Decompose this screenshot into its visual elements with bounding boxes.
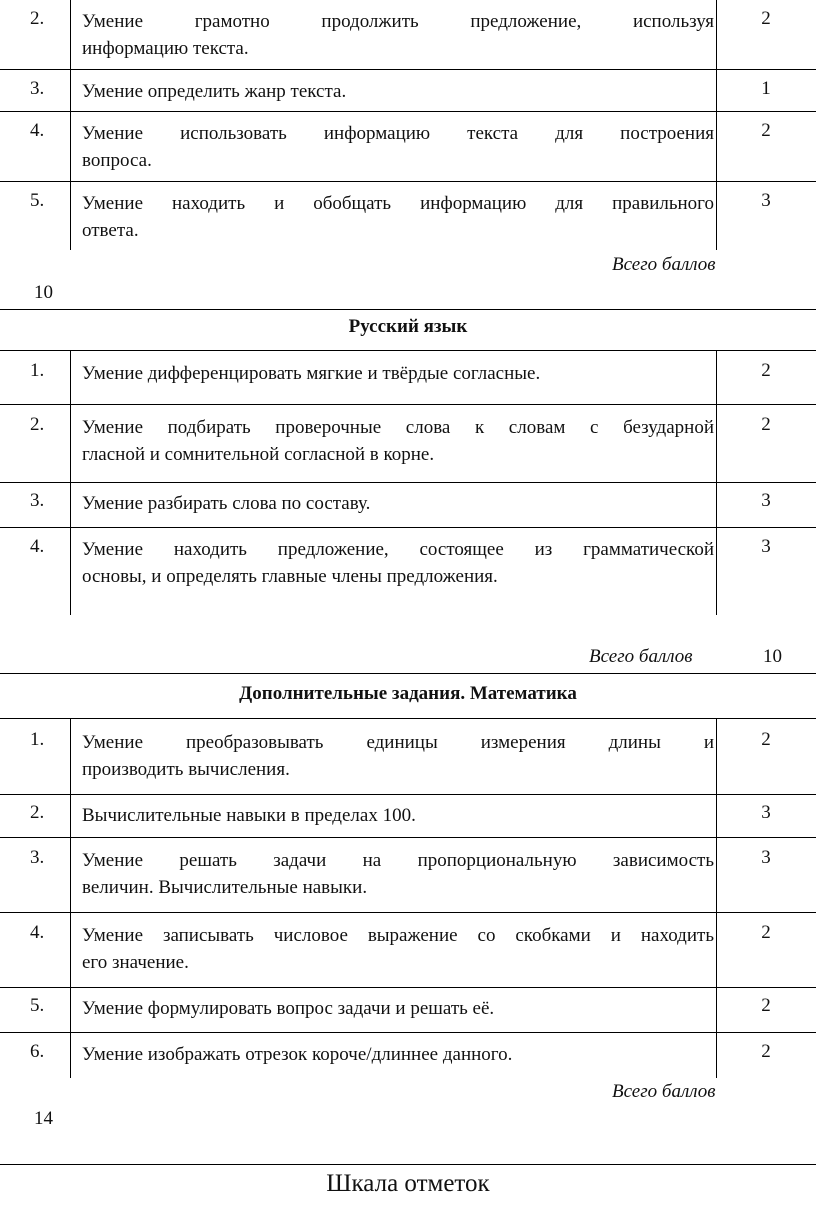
row-number: 2.	[30, 414, 45, 435]
row-text: Умение преобразовывать единицы измерения длины и производить вычисления.	[82, 732, 714, 780]
row-number: 3.	[30, 78, 45, 99]
section-title: Русский язык	[348, 316, 468, 337]
row-points: 2	[761, 729, 771, 750]
row-number: 2.	[30, 8, 45, 29]
section-title: Дополнительные задания. Математика	[239, 683, 577, 704]
row-points: 3	[761, 490, 771, 511]
total-label: Всего баллов	[612, 254, 716, 275]
grading-scale-title: Шкала отметок	[326, 1170, 490, 1197]
row-points: 2	[761, 995, 771, 1016]
row-points: 3	[761, 536, 771, 557]
row-points: 2	[761, 120, 771, 141]
row-points: 3	[761, 847, 771, 868]
total-label: Всего баллов	[612, 1081, 716, 1102]
row-points: 3	[761, 190, 771, 211]
row-number: 4.	[30, 922, 45, 943]
row-text: Умение дифференцировать мягкие и твёрдые согласные.	[82, 363, 541, 384]
row-points: 2	[761, 8, 771, 29]
row-text: Умение использовать информацию текста для построения вопроса.	[82, 123, 714, 171]
row-number: 6.	[30, 1041, 45, 1062]
row-text: Умение находить предложение, состоящее из грамматической основы, и определять главные члены предложения.	[82, 539, 714, 587]
row-text: Умение разбирать слова по составу.	[82, 493, 371, 514]
row-number: 3.	[30, 490, 45, 511]
footer-divider	[0, 1164, 816, 1165]
row-text: Умение подбирать проверочные слова к словам с безударной гласной и сомнительной согласной в корне.	[82, 417, 714, 465]
row-number: 1.	[30, 729, 45, 750]
row-points: 2	[761, 414, 771, 435]
row-points: 2	[761, 922, 771, 943]
row-number: 3.	[30, 847, 45, 868]
row-points: 2	[761, 360, 771, 381]
row-number: 1.	[30, 360, 45, 381]
row-text: Умение определить жанр текста.	[82, 81, 347, 102]
total-value: 14	[34, 1108, 53, 1129]
row-points: 2	[761, 1041, 771, 1062]
row-number: 5.	[30, 995, 45, 1016]
total-value: 10	[763, 646, 782, 667]
row-text: Умение решать задачи на пропорциональную зависимость величин. Вычислительные навыки.	[82, 850, 714, 898]
row-points: 1	[761, 78, 771, 99]
row-text: Умение находить и обобщать информацию для правильного ответа.	[82, 193, 714, 241]
row-number: 5.	[30, 190, 45, 211]
row-points: 3	[761, 802, 771, 823]
total-label: Всего баллов	[589, 646, 693, 667]
row-number: 4.	[30, 536, 45, 557]
row-number: 4.	[30, 120, 45, 141]
row-text: Умение грамотно продолжить предложение, используя информацию текста.	[82, 11, 714, 59]
row-text: Умение формулировать вопрос задачи и решать её.	[82, 998, 495, 1019]
row-text: Вычислительные навыки в пределах 100.	[82, 805, 416, 826]
row-number: 2.	[30, 802, 45, 823]
total-value: 10	[34, 282, 53, 303]
row-text: Умение записывать числовое выражение со скобками и находить его значение.	[82, 925, 714, 973]
row-text: Умение изображать отрезок короче/длиннее данного.	[82, 1044, 513, 1065]
